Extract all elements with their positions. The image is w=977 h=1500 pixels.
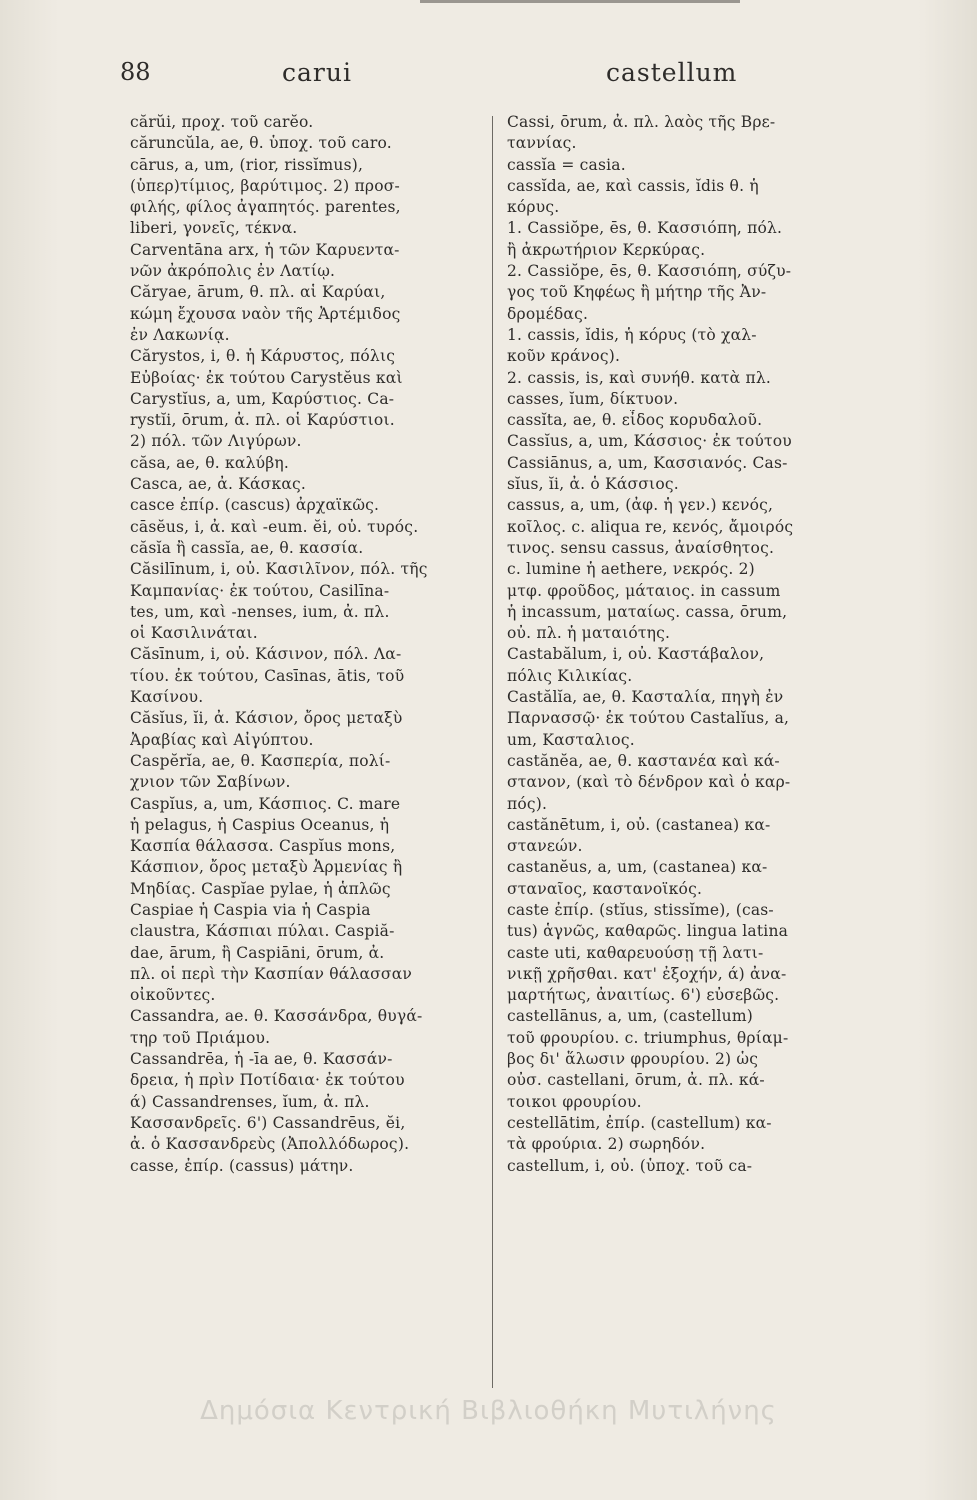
- entry-line: μτφ. φροῦδος, μάταιος. in cassum: [507, 581, 781, 600]
- entry-line: casse, ἐπίρ. (cassus) μάτην.: [130, 1156, 354, 1175]
- entry-line: πλ. οἱ περὶ τὴν Κασπίαν θάλασσαν: [130, 964, 412, 983]
- entry-line: φιλής, φίλος ἀγαπητός. parentes,: [130, 198, 401, 217]
- entry-line: ἀ. ὁ Κασσανδρεὺς (Ἀπολλόδωρος).: [130, 1135, 410, 1154]
- entry-line: ἐν Λακωνίᾳ.: [130, 325, 230, 344]
- entry-line: τινος. sensu cassus, ἀναίσθητος.: [507, 538, 775, 557]
- entry-line: cārus, a, um, (rior, rissĭmus),: [130, 155, 364, 174]
- entry-line: οὐσ. castellani, ōrum, ἀ. πλ. κά-: [507, 1071, 765, 1090]
- entry-line: Παρνασσῷ· ἐκ τούτου Castalĭus, a,: [507, 709, 790, 728]
- entry-line: χνιον τῶν Σαβίνων.: [130, 773, 291, 792]
- entry-line: caste uti, καθαρευούσῃ τῇ λατι-: [507, 943, 764, 962]
- entry-line: δρομέδας.: [507, 304, 589, 323]
- entry-line: Κασσανδρεῖς. 6') Cassandrēus, ĕi,: [130, 1113, 406, 1132]
- entry-line: Căsīnum, i, οὐ. Κάσινον, πόλ. Λα-: [130, 645, 402, 664]
- entry-line: κώμη ἔχουσα ναὸν τῆς Ἀρτέμιδος: [130, 304, 401, 323]
- entry-line: ταννίας.: [507, 134, 577, 153]
- entry-line: cărunсŭla, ae, θ. ὑποχ. τοῦ caro.: [130, 134, 392, 153]
- entry-line: tus) ἁγνῶς, καθαρῶς. lingua latina: [507, 922, 789, 941]
- entry-line: Εὐβοίας· ἐκ τούτου Carystĕus καὶ: [130, 368, 403, 387]
- entry-line: Căryae, ārum, θ. πλ. αἱ Καρύαι,: [130, 283, 386, 302]
- page-header: [0, 58, 977, 98]
- guide-word-left: carui: [282, 58, 352, 87]
- entry-line: Caspĕrĭa, ae, θ. Κασπερία, πολί-: [130, 751, 391, 770]
- entry-line: căsĭa ἢ cassĭa, ae, θ. κασσία.: [130, 538, 364, 557]
- entry-line: cāsĕus, i, ἀ. καὶ -eum. ĕi, οὐ. τυρός.: [130, 517, 419, 536]
- entry-line: νικῇ χρῆσθαι. κατ' ἐξοχήν, ά) ἀνα-: [507, 964, 787, 983]
- entry-line: στανεών.: [507, 837, 583, 856]
- entry-line: μαρτήτως, ἀναιτίως. 6') εὐσεβῶς.: [507, 986, 780, 1005]
- entry-line: Castabălum, i, οὐ. Καστάβαλον,: [507, 645, 765, 664]
- entry-line: tes, um, καὶ -nenses, ium, ἀ. πλ.: [130, 602, 390, 621]
- library-watermark: Δημόσια Κεντρική Βιβλιοθήκη Μυτιλήνης: [200, 1396, 777, 1426]
- entry-line: castanĕus, a, um, (castanea) κα-: [507, 858, 768, 877]
- entry-line: τίου. ἐκ τούτου, Casīnas, ātis, τοῦ: [130, 666, 405, 685]
- entry-line: τηρ τοῦ Πριάμου.: [130, 1028, 271, 1047]
- entry-line: c. lumine ἡ aethere, νεκρός. 2): [507, 560, 755, 579]
- entry-line: τὰ φρούρια. 2) σωρηδόν.: [507, 1135, 706, 1154]
- entry-line: Cassandra, ae. θ. Κασσάνδρα, θυγά-: [130, 1007, 423, 1026]
- page-edge-mark: [420, 0, 740, 3]
- entry-line: Castălĭa, ae, θ. Κασταλία, πηγὴ ἐν: [507, 688, 784, 707]
- entry-line: cărŭi, προχ. τοῦ carĕo.: [130, 113, 314, 131]
- entry-line: σταναῖος, καστανοϊκός.: [507, 879, 703, 898]
- entry-line: Cassĭus, a, um, Κάσσιος· ἐκ τούτου: [507, 432, 792, 451]
- entry-line: Cassandrēa, ἡ -īa ae, θ. Κασσάν-: [130, 1050, 393, 1069]
- entry-line: οἱ Κασιλινάται.: [130, 624, 258, 643]
- entry-line: Căsĭus, ĭi, ἀ. Κάσιον, ὄρος μεταξὺ: [130, 709, 403, 728]
- left-column: [130, 112, 482, 1177]
- entry-line: τοικοι φρουρίου.: [507, 1092, 642, 1111]
- entry-line: πός).: [507, 794, 548, 813]
- entry-line: um, Κασταλιος.: [507, 730, 635, 749]
- entry-line: Καμπανίας· ἐκ τούτου, Casilīna-: [130, 581, 390, 600]
- entry-line: Κάσπιον, ὄρος μεταξὺ Ἀρμενίας ἢ: [130, 858, 403, 877]
- guide-word-right: castellum: [606, 58, 738, 87]
- entry-line: (ὑπερ)τίμιος, βαρύτιμος. 2) προσ-: [130, 176, 400, 195]
- entry-line: castănētum, i, οὐ. (castanea) κα-: [507, 815, 771, 834]
- entry-line: 2. cassis, is, καὶ συνήθ. κατὰ πλ.: [507, 368, 771, 387]
- entry-line: căsa, ae, θ. καλύβη.: [130, 453, 289, 472]
- entry-line: sĭus, ĭi, ἀ. ὁ Κάσσιος.: [507, 475, 679, 494]
- entry-line: cassĭa = casia.: [507, 155, 626, 174]
- entry-line: 2. Cassiŏpe, ēs, θ. Κασσιόπη, σύζυ-: [507, 262, 792, 281]
- entry-line: cassĭda, ae, καὶ cassis, ĭdis θ. ἡ: [507, 176, 759, 195]
- entry-line: Căsilīnum, i, οὐ. Κασιλῖνον, πόλ. τῆς: [130, 560, 428, 579]
- right-column: [507, 112, 879, 1177]
- entry-line: κοῖλος. c. aliqua re, κενός, ἄμοιρός: [507, 517, 794, 536]
- entry-line: cestellātim, ἐπίρ. (castellum) κα-: [507, 1113, 772, 1132]
- entry-line: ἡ incassum, ματαίως. cassa, ōrum,: [507, 602, 788, 621]
- entry-line: liberi, γονεῖς, τέκνα.: [130, 219, 298, 238]
- entry-line: Μηδίας. Caspĭae pylae, ἡ ἁπλῶς: [130, 879, 391, 898]
- entry-line: νῶν ἀκρόπολις ἐν Λατίῳ.: [130, 262, 336, 281]
- entry-line: Ἀραβίας καὶ Αἰγύπτου.: [130, 730, 314, 749]
- entry-line: 2) πόλ. τῶν Λιγύρων.: [130, 432, 302, 451]
- entry-line: τοῦ φρουρίου. c. triumphus, θρίαμ-: [507, 1028, 789, 1047]
- entry-line: Caspĭus, a, um, Κάσπιος. C. mare: [130, 794, 401, 813]
- entry-line: στανον, (καὶ τὸ δένδρον καὶ ὁ καρ-: [507, 773, 791, 792]
- entry-line: κόρυς.: [507, 198, 560, 217]
- entry-line: claustra, Κάσπιαι πύλαι. Caspiă-: [130, 922, 395, 941]
- entry-line: Carystĭus, a, um, Καρύστιος. Ca-: [130, 389, 395, 408]
- entry-line: κοῦν κράνος).: [507, 347, 621, 366]
- entry-line: Cassi, ōrum, ἀ. πλ. λαὸς τῆς Βρε-: [507, 113, 776, 131]
- entry-line: cassus, a, um, (ἀφ. ἡ γεν.) κενός,: [507, 496, 774, 515]
- entry-line: cassĭta, ae, θ. εἶδος κορυδαλοῦ.: [507, 411, 763, 430]
- entry-line: ά) Cassandrenses, ĭum, ἀ. πλ.: [130, 1092, 370, 1111]
- entry-line: 1. Cassiŏpe, ēs, θ. Κασσιόπη, πόλ.: [507, 219, 783, 238]
- entry-line: πόλις Κιλικίας.: [507, 666, 633, 685]
- entry-line: Caspiae ἡ Caspia via ἡ Caspia: [130, 900, 371, 919]
- entry-line: Carventāna arx, ἡ τῶν Καρυεντα-: [130, 240, 400, 259]
- entry-line: Κασπία θάλασσα. Caspĭus mons,: [130, 837, 396, 856]
- entry-line: caste ἐπίρ. (stĭus, stissĭme), (cas-: [507, 900, 774, 919]
- entry-line: dae, ārum, ἢ Caspiāni, ōrum, ἀ.: [130, 943, 385, 962]
- entry-line: castănĕa, ae, θ. καστανέα καὶ κά-: [507, 751, 780, 770]
- entry-line: οὐ. πλ. ἡ ματαιότης.: [507, 624, 671, 643]
- entry-line: Κασίνου.: [130, 688, 204, 707]
- entry-line: castellānus, a, um, (castellum): [507, 1007, 754, 1026]
- entry-line: rystĭi, ōrum, ἀ. πλ. οἱ Καρύστιοι.: [130, 411, 395, 430]
- entry-line: Cassiānus, a, um, Κασσιανός. Cas-: [507, 453, 788, 472]
- column-divider: [492, 116, 493, 1388]
- entry-line: γος τοῦ Κηφέως ἢ μήτηρ τῆς Ἀν-: [507, 283, 767, 302]
- page-number: 88: [120, 58, 151, 86]
- entry-line: casses, ĭum, δίκτυον.: [507, 389, 679, 408]
- entry-line: δρεια, ἡ πρὶν Ποτίδαια· ἐκ τούτου: [130, 1071, 405, 1090]
- entry-line: ἡ pelagus, ἡ Caspius Oceanus, ἡ: [130, 815, 390, 834]
- entry-line: casce ἐπίρ. (cascus) ἀρχαϊκῶς.: [130, 496, 380, 515]
- entry-line: ἢ ἀκρωτήριον Κερκύρας.: [507, 240, 706, 259]
- entry-line: 1. cassis, ĭdis, ἡ κόρυς (τὸ χαλ-: [507, 325, 757, 344]
- entry-line: castellum, i, οὐ. (ὑποχ. τοῦ ca-: [507, 1156, 753, 1175]
- entry-line: οἰκοῦντες.: [130, 986, 216, 1005]
- entry-line: Casca, ae, ἀ. Κάσκας.: [130, 475, 307, 494]
- entry-line: βος δι' ἅλωσιν φρουρίου. 2) ὡς: [507, 1050, 759, 1069]
- entry-line: Cărystos, i, θ. ἡ Κάρυστος, πόλις: [130, 347, 396, 366]
